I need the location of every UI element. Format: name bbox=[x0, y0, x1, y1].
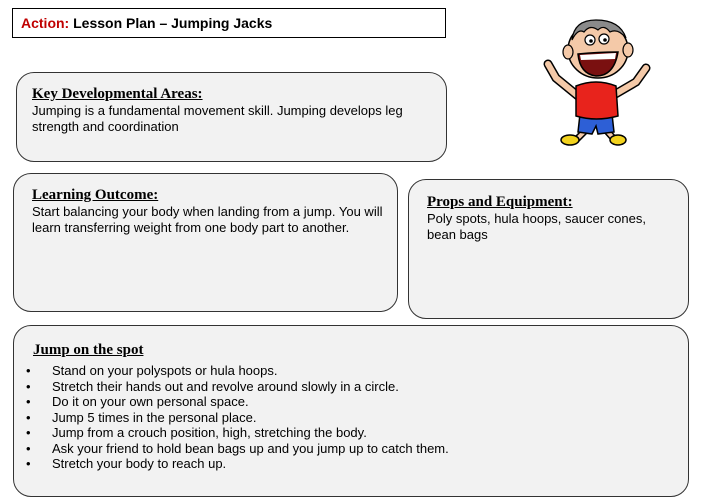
jump-on-spot-heading: Jump on the spot bbox=[33, 342, 144, 358]
action-label: Action: bbox=[21, 15, 70, 31]
bullet-icon: • bbox=[26, 440, 31, 456]
list-item-text: Stretch your body to reach up. bbox=[52, 456, 227, 471]
lesson-title-box bbox=[12, 8, 446, 38]
list-item-text: Stretch their hands out and revolve around slowly in a circle. bbox=[52, 378, 399, 394]
list-item bbox=[26, 394, 676, 410]
lesson-title: Lesson Plan – Jumping Jacks bbox=[73, 15, 273, 31]
shirt bbox=[576, 82, 618, 119]
list-item bbox=[26, 409, 676, 426]
learning-outcome-card bbox=[13, 173, 398, 312]
learning-outcome-heading: Learning Outcome: bbox=[32, 187, 159, 203]
bullet-icon: • bbox=[26, 363, 31, 378]
list-item bbox=[26, 378, 676, 395]
key-developmental-areas-card bbox=[16, 72, 447, 162]
jumping-kid-illustration bbox=[538, 12, 654, 147]
bullet-icon: • bbox=[26, 394, 31, 409]
bullet-icon: • bbox=[26, 425, 31, 440]
bullet-icon: • bbox=[26, 378, 31, 394]
props-heading: Props and Equipment: bbox=[427, 194, 573, 210]
list-item bbox=[26, 425, 676, 441]
list-item bbox=[26, 363, 676, 379]
list-item-text: Jump 5 times in the personal place. bbox=[52, 409, 257, 425]
list-item-text: Ask your friend to hold bean bags up and you jump up to catch them. bbox=[52, 440, 449, 456]
list-item-text: Jump from a crouch position, high, stretching the body. bbox=[52, 425, 367, 440]
key-areas-heading: Key Developmental Areas: bbox=[32, 86, 203, 102]
key-areas-text: Jumping is a fundamental movement skill. Jumping develops leg strength and coordination bbox=[32, 103, 403, 134]
instruction-list bbox=[26, 363, 676, 472]
list-item bbox=[26, 440, 676, 457]
bullet-icon: • bbox=[26, 409, 31, 425]
left-shoe bbox=[561, 135, 579, 145]
props-text: Poly spots, hula hoops, saucer cones, bean bags bbox=[427, 211, 646, 242]
right-shoe bbox=[610, 135, 626, 145]
props-equipment-card bbox=[408, 179, 689, 319]
list-item-text: Stand on your polyspots or hula hoops. bbox=[52, 363, 278, 378]
jump-on-spot-card bbox=[13, 325, 689, 497]
list-item bbox=[26, 456, 676, 472]
learning-outcome-text: Start balancing your body when landing from a jump. You will learn transferring weight from one body part to another. bbox=[32, 204, 383, 235]
list-item-text: Do it on your own personal space. bbox=[52, 394, 249, 409]
bullet-icon: • bbox=[26, 456, 31, 471]
